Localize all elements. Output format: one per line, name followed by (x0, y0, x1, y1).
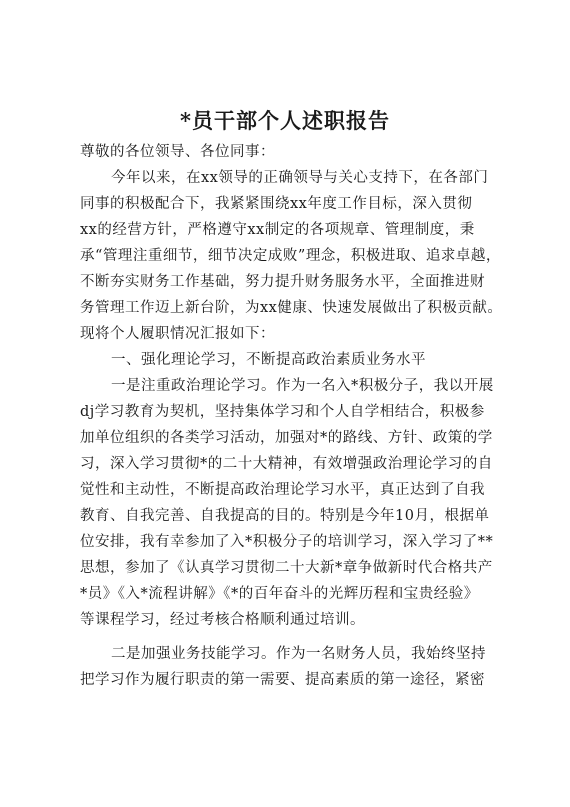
intro-line: 务管理工作迈上新台阶，为xx健康、快速发展做出了积极贡献。 (80, 300, 503, 316)
paragraph-line: 等课程学习，经过考核合格顺利通过培训。 (80, 612, 365, 628)
paragraph-line: 位安排，我有幸参加了入*积极分子的培训学习，深入学习了** (80, 534, 494, 550)
paragraph-line: dj学习教育为契机，坚持集体学习和个人自学相结合，积极参 (80, 404, 485, 420)
paragraph-line: 加单位组织的各类学习活动，加强对*的路线、方针、政策的学 (80, 430, 493, 446)
paragraph-line: 把学习作为履行职责的第一需要、提高素质的第一途径，紧密 (80, 672, 485, 688)
intro-line: 不断夯实财务工作基础，努力提升财务服务水平，全面推进财 (80, 274, 485, 290)
paragraph-line: 觉性和主动性，不断提高政治理论学习水平，真正达到了自我 (80, 482, 485, 498)
paragraph-line: 一是注重政治理论学习。作为一名入*积极分子，我以开展 (111, 378, 494, 394)
intro-line: 今年以来，在xx领导的正确领导与关心支持下，在各部门 (111, 170, 489, 186)
document-title: *员干部个人述职报告 (180, 108, 390, 133)
paragraph-line: 思想，参加了《认真学习贯彻二十大新*章争做新时代合格共产 (80, 560, 493, 576)
salutation: 尊敬的各位领导、各位同事： (80, 144, 275, 160)
intro-line: 同事的积极配合下，我紧紧围绕xx年度工作目标，深入贯彻 (80, 196, 473, 212)
paragraph-line: 习，深入学习贯彻*的二十大精神，有效增强政治理论学习的自 (80, 456, 493, 472)
paragraph-line: 教育、自我完善、自我提高的目的。特别是今年10月，根据单 (80, 508, 490, 524)
paragraph-line: 二是加强业务技能学习。作为一名财务人员，我始终坚持 (111, 646, 486, 662)
paragraph-line: *员》《入*流程讲解》《*的百年奋斗的光辉历程和宝贵经验》 (80, 586, 479, 602)
section-heading: 一、强化理论学习，不断提高政治素质业务水平 (111, 352, 426, 368)
intro-line: 承“管理注重细节，细节决定成败”理念，积极进取、追求卓越， (80, 248, 501, 264)
intro-line: xx的经营方针，严格遵守xx制定的各项规章、管理制度，秉 (80, 222, 475, 238)
intro-line: 现将个人履职情况汇报如下： (80, 326, 275, 342)
